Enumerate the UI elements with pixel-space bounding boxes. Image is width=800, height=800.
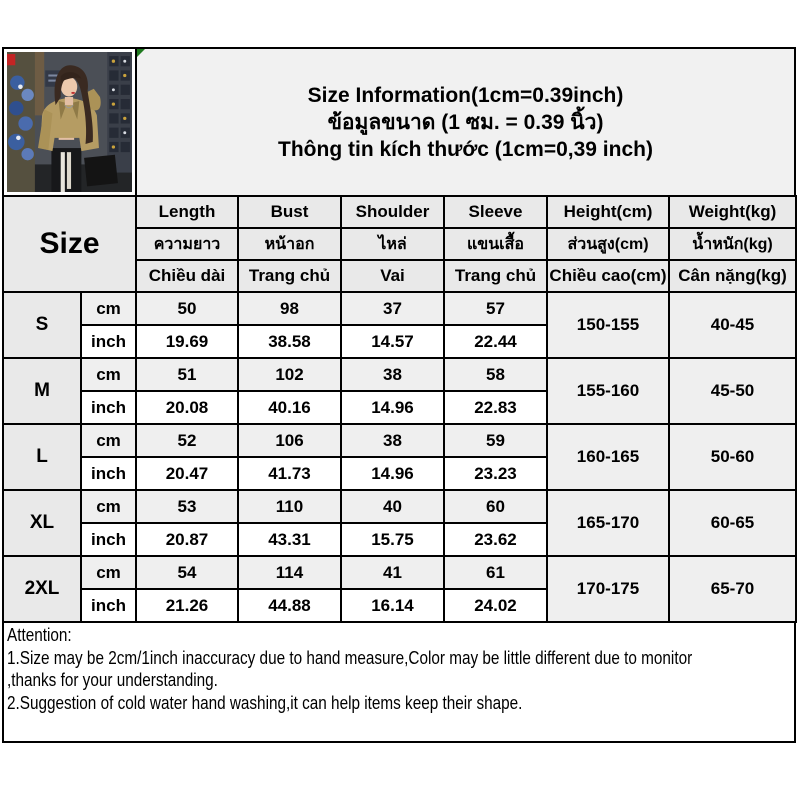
- value-cell-cm: 61: [444, 556, 547, 589]
- height-range: 150-155: [547, 292, 669, 358]
- value-cell-inch: 23.62: [444, 523, 547, 556]
- value-cell-inch: 38.58: [238, 325, 341, 358]
- value-cell-inch: 43.31: [238, 523, 341, 556]
- unit-inch: inch: [81, 325, 136, 358]
- column-header-vi: Chiều dài: [136, 260, 238, 292]
- column-header-th: หน้าอก: [238, 228, 341, 260]
- unit-cm: cm: [81, 292, 136, 325]
- value-cell-cm: 52: [136, 424, 238, 457]
- column-header-th: แขนเสื้อ: [444, 228, 547, 260]
- column-header-vi: Chiều cao(cm): [547, 260, 669, 292]
- value-cell-inch: 23.23: [444, 457, 547, 490]
- value-cell-cm: 106: [238, 424, 341, 457]
- height-range: 165-170: [547, 490, 669, 556]
- title-block: [137, 49, 794, 195]
- height-range: 170-175: [547, 556, 669, 622]
- attention-note-1: 1.Size may be 2cm/1inch inaccuracy due to hand measure,Color may be little different due to monitor: [7, 647, 693, 668]
- unit-cm: cm: [81, 490, 136, 523]
- value-cell-cm: 110: [238, 490, 341, 523]
- size-cell-2XL: 2XL: [3, 556, 81, 622]
- value-cell-cm: 38: [341, 424, 444, 457]
- value-cell-cm: 54: [136, 556, 238, 589]
- value-cell-inch: 44.88: [238, 589, 341, 622]
- value-cell-inch: 20.87: [136, 523, 238, 556]
- title-vietnamese: Thông tin kích thước (1cm=0,39 inch): [278, 137, 653, 161]
- size-cell-S: S: [3, 292, 81, 358]
- value-cell-cm: 37: [341, 292, 444, 325]
- attention-note-2: 2.Suggestion of cold water hand washing,it can help items keep their shape.: [7, 692, 523, 713]
- header-band: [2, 47, 796, 197]
- value-cell-cm: 60: [444, 490, 547, 523]
- column-header-en: Shoulder: [341, 196, 444, 228]
- column-header-vi: Trang chủ: [238, 260, 341, 292]
- weight-range: 60-65: [669, 490, 796, 556]
- unit-cm: cm: [81, 358, 136, 391]
- value-cell-inch: 14.57: [341, 325, 444, 358]
- column-header-en: Sleeve: [444, 196, 547, 228]
- value-cell-inch: 22.83: [444, 391, 547, 424]
- unit-inch: inch: [81, 391, 136, 424]
- title-english: Size Information(1cm=0.39inch): [307, 83, 624, 107]
- attention-note-1b: ,thanks for your understanding.: [7, 670, 218, 690]
- value-cell-cm: 59: [444, 424, 547, 457]
- title-thai: ข้อมูลขนาด (1 ซม. = 0.39 นิ้ว): [327, 110, 604, 134]
- size-row-cm-S: [3, 292, 796, 325]
- attention-notes: [2, 621, 796, 743]
- value-cell-inch: 14.96: [341, 391, 444, 424]
- value-cell-inch: 24.02: [444, 589, 547, 622]
- value-cell-cm: 114: [238, 556, 341, 589]
- unit-cm: cm: [81, 424, 136, 457]
- weight-range: 65-70: [669, 556, 796, 622]
- column-header-th: ความยาว: [136, 228, 238, 260]
- value-cell-inch: 21.26: [136, 589, 238, 622]
- unit-inch: inch: [81, 523, 136, 556]
- column-header-vi: Vai: [341, 260, 444, 292]
- value-cell-cm: 51: [136, 358, 238, 391]
- content-frame: [2, 47, 796, 743]
- weight-range: 40-45: [669, 292, 796, 358]
- size-row-cm-2XL: [3, 556, 796, 589]
- column-header-th: ส่วนสูง(cm): [547, 228, 669, 260]
- model-photo-illustration: [7, 52, 132, 192]
- value-cell-inch: 22.44: [444, 325, 547, 358]
- value-cell-cm: 40: [341, 490, 444, 523]
- model-photo: [4, 49, 137, 195]
- column-header-en: Height(cm): [547, 196, 669, 228]
- value-cell-inch: 16.14: [341, 589, 444, 622]
- column-header-vi: Trang chủ: [444, 260, 547, 292]
- column-header-en: Bust: [238, 196, 341, 228]
- attention-heading: Attention:: [7, 625, 72, 645]
- value-cell-cm: 50: [136, 292, 238, 325]
- size-row-cm-L: [3, 424, 796, 457]
- value-cell-inch: 41.73: [238, 457, 341, 490]
- size-table: [2, 195, 797, 623]
- size-cell-XL: XL: [3, 490, 81, 556]
- column-header-en: Length: [136, 196, 238, 228]
- value-cell-inch: 19.69: [136, 325, 238, 358]
- weight-range: 50-60: [669, 424, 796, 490]
- value-cell-cm: 102: [238, 358, 341, 391]
- value-cell-cm: 53: [136, 490, 238, 523]
- value-cell-cm: 38: [341, 358, 444, 391]
- unit-cm: cm: [81, 556, 136, 589]
- size-cell-M: M: [3, 358, 81, 424]
- column-header-vi: Cân nặng(kg): [669, 260, 796, 292]
- value-cell-cm: 58: [444, 358, 547, 391]
- value-cell-cm: 98: [238, 292, 341, 325]
- value-cell-cm: 57: [444, 292, 547, 325]
- size-label: Size: [3, 196, 136, 292]
- height-range: 160-165: [547, 424, 669, 490]
- column-header-th: น้ำหนัก(kg): [669, 228, 796, 260]
- value-cell-inch: 15.75: [341, 523, 444, 556]
- column-header-en: Weight(kg): [669, 196, 796, 228]
- column-header-th: ไหล่: [341, 228, 444, 260]
- height-range: 155-160: [547, 358, 669, 424]
- header-row-en: [3, 196, 796, 228]
- value-cell-inch: 40.16: [238, 391, 341, 424]
- weight-range: 45-50: [669, 358, 796, 424]
- unit-inch: inch: [81, 457, 136, 490]
- value-cell-inch: 14.96: [341, 457, 444, 490]
- value-cell-inch: 20.08: [136, 391, 238, 424]
- value-cell-inch: 20.47: [136, 457, 238, 490]
- value-cell-cm: 41: [341, 556, 444, 589]
- size-row-cm-XL: [3, 490, 796, 523]
- cell-note-marker: [137, 49, 145, 57]
- unit-inch: inch: [81, 589, 136, 622]
- size-cell-L: L: [3, 424, 81, 490]
- size-row-cm-M: [3, 358, 796, 391]
